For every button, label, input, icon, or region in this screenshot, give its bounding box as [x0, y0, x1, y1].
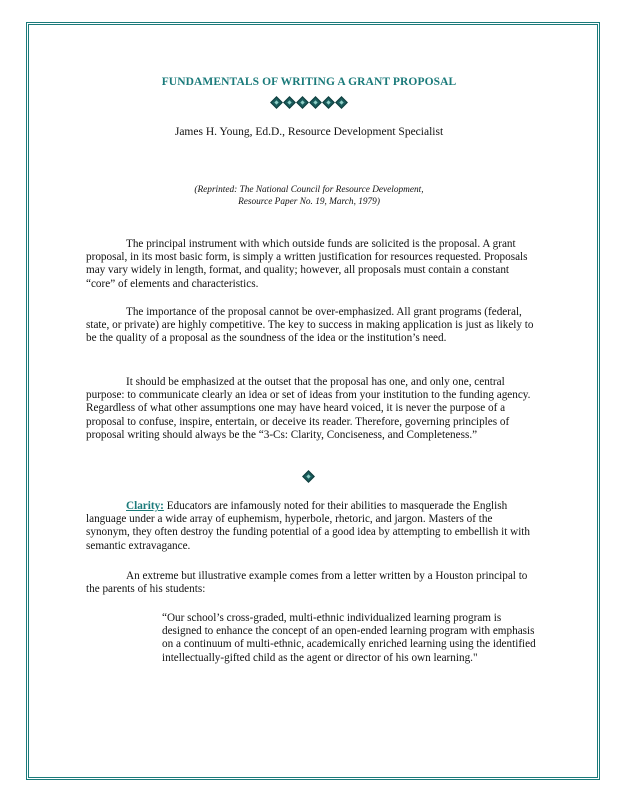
paragraph-1-text: The principal instrument with which outside funds are solicited is the proposal. A grant proposal, in its most basic form, is simply a written justification for resources requested. Proposals may vary widely in length, format, and quality; however, all proposals must contain a constant “core” of elements and characteristics. — [86, 238, 528, 290]
diamond-icon — [296, 96, 309, 109]
author-line: James H. Young, Ed.D., Resource Development Specialist — [174, 126, 444, 138]
paragraph-2-text: The importance of the proposal cannot be over-emphasized. All grant programs (federal, state, or private) are highly competitive. The key to success in making application is just as likely to be the quality of a proposal as the soundness of the idea or the institution’s need. — [86, 306, 534, 345]
diamond-icon — [270, 96, 283, 109]
paragraph-2 — [86, 306, 534, 346]
paragraph-5-text: An extreme but illustrative example comes from a letter written by a Houston principal to the parents of his students: — [86, 570, 528, 596]
reprint-line-1: (Reprinted: The National Council for Resource Development, — [194, 185, 424, 195]
paragraph-3-text: It should be emphasized at the outset that the proposal has one, and only one, central purpose: to communicate clearly an idea or set of ideas from your institution to the funding agency. Regardless of what other assumptions one may have heard voiced, it is never the purpose of a proposal to confuse, inspire, entertain, or deceive its reader. Therefore, governing principles of proposal writing should always be the “3-Cs: Clarity, Conciseness, and Completeness.” — [86, 376, 531, 441]
diamond-icon — [283, 96, 296, 109]
clarity-heading: Clarity: — [126, 500, 164, 512]
paragraph-1 — [86, 238, 534, 291]
document-title: FUNDAMENTALS OF WRITING A GRANT PROPOSAL — [161, 76, 457, 88]
section-ornament — [303, 472, 314, 481]
diamond-icon — [309, 96, 322, 109]
diamond-icon — [335, 96, 348, 109]
paragraph-3 — [86, 376, 534, 442]
diamond-icon — [302, 470, 315, 483]
reprint-line-2: Resource Paper No. 19, March, 1979) — [238, 197, 380, 207]
title-ornament — [0, 98, 618, 107]
paragraph-clarity-text: Educators are infamously noted for their abilities to masquerade the English language under a wide array of euphemism, hyperbole, rhetoric, and jargon. Masters of the synonym, they often destroy the funding potential of a good idea by attempting to embellish it with semantic extravagance. — [86, 500, 531, 552]
paragraph-5 — [86, 570, 534, 596]
reprint-note — [0, 184, 618, 208]
block-quote: “Our school’s cross-graded, multi-ethnic individualized learning program is designed to enhance the concept of an open-ended learning program with emphasis on a continuum of multi-ethnic, academically enriched learning using the identified intellectually-gifted child as the agent or director of his own learning." — [162, 612, 536, 664]
paragraph-clarity — [86, 500, 534, 553]
diamond-icon — [322, 96, 335, 109]
